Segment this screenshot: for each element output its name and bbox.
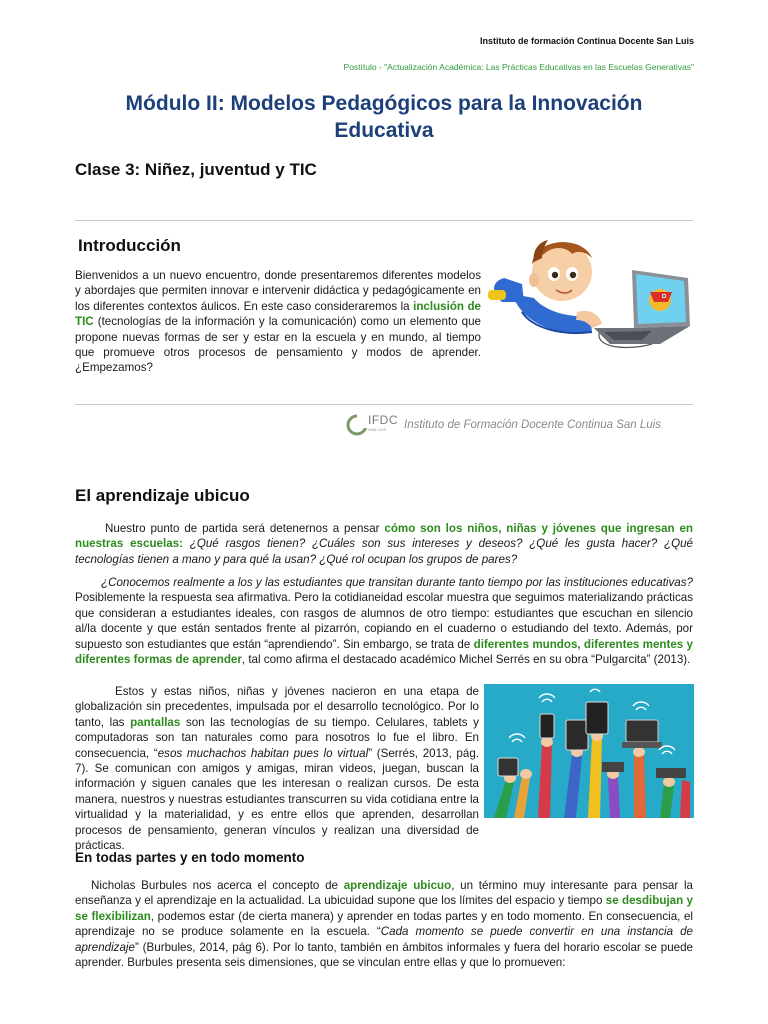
s1p2-highlight: diferentes mundos, diferentes mentes y diferentes formas de aprender [75,637,693,667]
s2-highlight-desdibujan: se desdibujan y se flexibilizan [75,894,693,923]
divider [75,404,693,405]
section-heading-todas-partes: En todas partes y en todo momento [75,850,305,865]
section1-paragraph-1 [75,521,693,567]
ifdc-logo-sub: SAN LUIS [368,427,387,432]
s1p3-text-e: ” (Serrés, 2013, pág. 7). Se comunican con amigos y amigas, miran videos, juegan, buscan la información y siguen canales que les interesan o realizan cursos. De esta manera, nuestros y nuestras estudiantes transcurren su vida cotidiana entre la virtualidad y la materialidad, y es entre ellos que aprenden, desarrollan procesos de pensamiento, generan vínculos y realizan una diversidad de prácticas. [75,746,479,853]
intro-text-1: Bienvenidos a un nuevo encuentro, donde presentaremos diferentes modelos y abordajes que permiten innovar e intervenir didáctica y pedagógicamente en los diferentes contextos áulicos. En este caso consideraremos la [75,269,481,313]
s1p3-text-c: son las tecnologías de su tiempo. Celulares, tablets y computadoras son tan naturales como para nosotros lo fue el libro. En consecuencia, “ [75,715,479,760]
class-title: Clase 3: Niñez, juventud y TIC [75,160,317,179]
s2-text-a: Nicholas Burbules nos acerca el concepto de [91,879,344,892]
s1p1-highlight: cómo son los niños, niñas y jóvenes que ingresan en nuestras escuelas: [75,522,694,551]
intro-heading: Introducción [78,236,181,255]
s1p2-question: ¿Conocemos realmente a los y las estudiantes que transitan durante tanto tiempo por las instituciones educativas? [101,576,693,589]
ifdc-logo-abbr: IFDC [368,413,398,427]
s2-quote: Cada momento se puede convertir en una instancia de aprendizaje [75,925,693,954]
header-postitulo: Postítulo - "Actualización Académica: Las Prácticas Educativas en las Escuelas Generativas" [343,62,694,72]
intro-text-2: (tecnologías de la información y la comunicación) como un elemento que propone nuevas formas de ser y estar en la escuela y en mundo, al tiempo que promueve otros procesos de pensamiento y modos de aprender. ¿Empezamos? [75,315,481,375]
section1-paragraph-3 [75,684,479,853]
module-title-line2: Educativa [334,119,434,142]
s1p2-text-b: Posiblemente la respuesta sea afirmativa. Pero la cotidianeidad escolar muestra que seguimos materializando prácticas que consideran a estudiantes ideales, con rasgos de alumnos de otro tiempo: estudiantes que escuchan en silencio al/la docente y que están sentados frente al pizarrón, copiando en el cuaderno o estudiando del texto. Además, por supuesto son estudiantes que están “aprendiendo”. Sin embargo, se trata de [75,591,693,651]
ifdc-logo-banner [346,414,661,436]
s2-text-e: , podemos estar (de cierta manera) y aprender en todas partes y en todo momento. En consecuencia, el aprendizaje no se produce solamente en la escuela. “ [75,909,693,939]
module-title [70,90,698,144]
s1p2-text-d: , tal como afirma el destacado académico Michel Serrés en su obra “Pulgarcita” (2013). [241,653,691,667]
section-heading-aprendizaje-ubicuo: El aprendizaje ubicuo [75,486,250,505]
section2-paragraph [75,878,693,970]
ifdc-logo-text: Instituto de Formación Docente Continua San Luis [404,419,661,431]
intro-paragraph [75,268,481,376]
s2-text-g: ” (Burbules, 2014, pág 6). Por lo tanto, también en ámbitos informales y fuera del horario escolar se puede aprender. Burbules presenta seis dimensiones, que se vinculan entre ellas y que lo promueven: [75,940,693,970]
divider [75,220,693,221]
ifdc-logo-mark [368,415,398,435]
section1-paragraph-2 [75,575,693,667]
s1p1-text-a: Nuestro punto de partida será detenernos a pensar [105,522,385,535]
s1p3-text-a: Estos y estas niños, niñas y jóvenes nacieron en una etapa de globalización sin precedentes, impulsada por el desarrollo tecnológico. Por lo tanto, las [75,685,479,729]
s1p1-text-c: ¿Qué rasgos tienen? ¿Cuáles son sus intereses y deseos? ¿Qué les gusta hacer? ¿Qué tecnologías tienen a mano y para qué la usan? ¿Qué rol ocupan los grupos de pares? [75,537,693,566]
header-institute: Instituto de formación Continua Docente San Luis [479,36,694,46]
intro-highlight-tic: inclusión de TIC [75,299,482,329]
hands-devices-illustration [484,684,694,818]
module-title-line1: Módulo II: Modelos Pedagógicos para la Innovación [125,92,643,115]
s1p3-highlight-pantallas: pantallas [130,715,181,729]
s1p3-quote: esos muchachos habitan pues lo virtual [157,746,369,760]
s2-highlight-aprendizaje-ubicuo: aprendizaje ubicuo [343,879,452,892]
boy-laptop-illustration [482,232,696,356]
s2-text-c: , un término muy interesante para pensar la enseñanza y el aprendizaje en la actualidad. La ubicuidad supone que los límites del espacio y tiempo [75,879,693,908]
